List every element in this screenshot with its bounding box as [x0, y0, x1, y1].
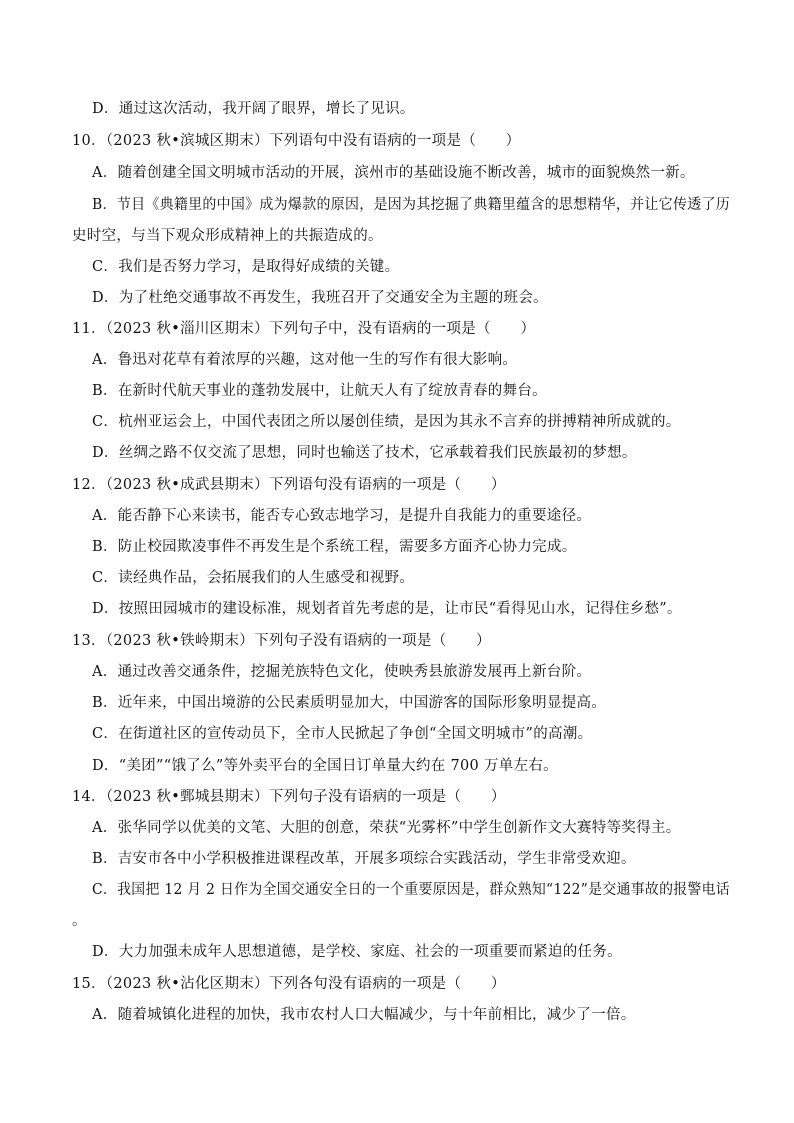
option-text: B．吉安市各中小学积极推进课程改革，开展多项综合实践活动，学生非常受欢迎。 — [92, 851, 636, 867]
question-stem: 11．（2023 秋•淄川区期末）下列句子中，没有语病的一项是（ ） — [72, 321, 536, 337]
question-stem: 15．（2023 秋•沾化区期末）下列各句没有语病的一项是（ ） — [72, 976, 506, 992]
option-text-continued: 。 — [72, 913, 87, 929]
option-text: A．随着创建全国文明城市活动的开展，滨州市的基础设施不断改善，城市的面貌焕然一新。 — [92, 165, 695, 181]
option-text: C．我们是否努力学习，是取得好成绩的关键。 — [92, 259, 400, 275]
option-text: C．杭州亚运会上，中国代表团之所以屡创佳绩，是因为其永不言弃的拼搏精神所成就的。 — [92, 414, 681, 430]
option-text: B．在新时代航天事业的蓬勃发展中，让航天人有了绽放青春的舞台。 — [92, 383, 547, 399]
option-text: B．防止校园欺凌事件不再发生是个系统工程，需要多方面齐心协力完成。 — [92, 539, 577, 555]
option-text: A．张华同学以优美的文笔、大胆的创意，荣获“光雾杯”中学生创新作文大赛特等奖得主。 — [92, 820, 681, 836]
option-text: C．在街道社区的宣传动员下，全市人民掀起了争创“全国文明城市”的高潮。 — [92, 726, 593, 742]
option-text: D．大力加强未成年人思想道德，是学校、家庭、社会的一项重要而紧迫的任务。 — [92, 944, 622, 960]
option-text: A．能否静下心来读书，能否专心致志地学习，是提升自我能力的重要途径。 — [92, 508, 592, 524]
question-stem: 12．（2023 秋•成武县期末）下列语句没有语病的一项是（ ） — [72, 477, 506, 493]
option-text: B．近年来，中国出境游的公民素质明显加大，中国游客的国际形象明显提高。 — [92, 695, 607, 711]
option-text: D．丝绸之路不仅交流了思想，同时也输送了技术，它承载着我们民族最初的梦想。 — [92, 445, 637, 461]
question-stem: 14．（2023 秋•鄄城县期末）下列句子没有语病的一项是（ ） — [72, 789, 506, 805]
option-text: A．鲁迅对花草有着浓厚的兴趣，这对他一生的写作有很大影响。 — [92, 352, 518, 368]
option-text-continued: 史时空，与当下观众形成精神上的共振造成的。 — [72, 228, 383, 244]
option-text: D．为了杜绝交通事故不再发生，我班召开了交通安全为主题的班会。 — [92, 290, 548, 306]
question-stem: 10．（2023 秋•滨城区期末）下列语句中没有语病的一项是（ ） — [72, 133, 521, 149]
option-text: C．我国把 12 月 2 日作为全国交通安全日的一个重要原因是，群众熟知“122”是交通事故的报警电话 — [92, 882, 730, 898]
option-text: C．读经典作品，会拓展我们的人生感受和视野。 — [92, 570, 415, 586]
option-text: A．通过改善交通条件，挖掘羌族特色文化，使映秀县旅游发展再上新台阶。 — [92, 664, 592, 680]
option-text: A．随着城镇化进程的加快，我市农村人口大幅减少，与十年前相比，减少了一倍。 — [92, 1007, 636, 1023]
option-text: D．按照田园城市的建设标准，规划者首先考虑的是，让市民“看得见山水，记得住乡愁”。 — [92, 601, 682, 617]
question-stem: 13．（2023 秋•铁岭期末）下列句子没有语病的一项是（ ） — [72, 633, 491, 649]
option-text: D．“美团”“饿了么”等外卖平台的全国日订单量大约在 700 万单左右。 — [92, 758, 558, 774]
option-text: D．通过这次活动，我开阔了眼界，增长了见识。 — [92, 101, 415, 117]
option-text: B．节目《典籍里的中国》成为爆款的原因，是因为其挖掘了典籍里蕴含的思想精华，并让它传透了历 — [92, 197, 730, 213]
